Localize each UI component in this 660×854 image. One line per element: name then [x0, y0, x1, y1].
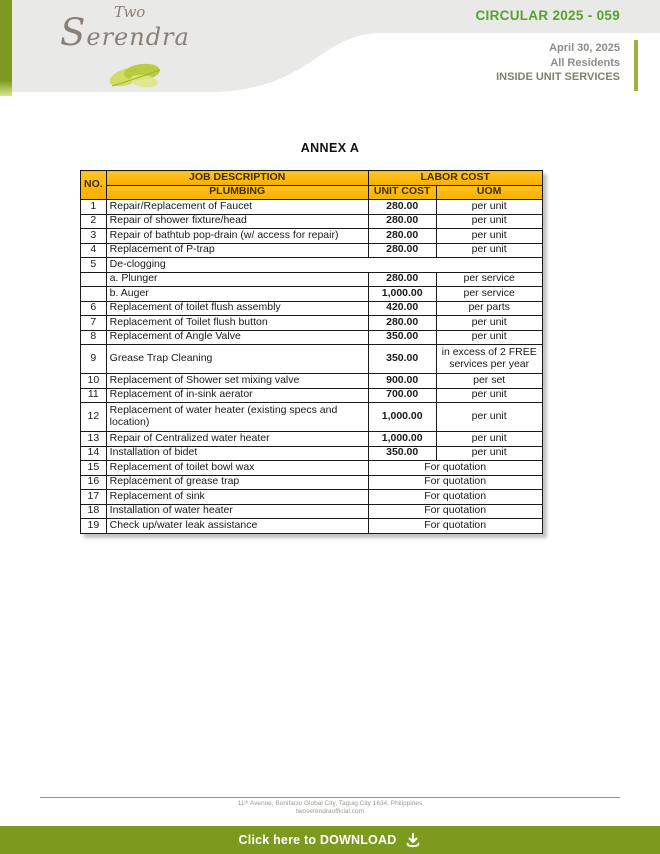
- two-serendra-logo: [60, 3, 220, 54]
- circular-subject: INSIDE UNIT SERVICES: [496, 71, 620, 83]
- unit-cost-cell: 350.00: [368, 345, 436, 374]
- table-row: [81, 519, 543, 534]
- job-description-cell: Check up/water leak assistance: [106, 519, 368, 534]
- row-number-cell: 11: [81, 388, 107, 403]
- row-number-cell: 16: [81, 475, 107, 490]
- uom-cell: per unit: [436, 432, 542, 447]
- table-row: [81, 200, 543, 215]
- job-description-cell: Replacement of toilet bowl wax: [106, 461, 368, 476]
- download-button[interactable]: [0, 826, 660, 854]
- uom-cell: in excess of 2 FREE services per year: [436, 345, 542, 374]
- uom-cell: per unit: [436, 316, 542, 331]
- service-table-body: [81, 200, 543, 534]
- row-number-cell: 17: [81, 490, 107, 505]
- table-row: [81, 287, 543, 302]
- job-description-cell: Replacement of in-sink aerator: [106, 388, 368, 403]
- table-row: [81, 345, 543, 374]
- row-number-cell: 8: [81, 330, 107, 345]
- row-number-cell: 14: [81, 446, 107, 461]
- unit-cost-cell: 420.00: [368, 301, 436, 316]
- section-header-plumbing: PLUMBING: [106, 185, 368, 200]
- job-description-cell: Installation of bidet: [106, 446, 368, 461]
- uom-cell: per unit: [436, 214, 542, 229]
- col-header-no: NO.: [81, 171, 107, 200]
- unit-cost-cell: 280.00: [368, 316, 436, 331]
- row-number-cell: 13: [81, 432, 107, 447]
- table-row: [81, 229, 543, 244]
- job-description-cell: Replacement of Shower set mixing valve: [106, 374, 368, 389]
- row-number-cell: 9: [81, 345, 107, 374]
- unit-cost-cell: 280.00: [368, 243, 436, 258]
- unit-cost-cell: 280.00: [368, 200, 436, 215]
- job-description-cell: Replacement of Toilet flush button: [106, 316, 368, 331]
- logo-word-two: Two: [114, 3, 146, 21]
- row-number-cell: [81, 272, 107, 287]
- quotation-cell: For quotation: [368, 475, 542, 490]
- annex-table-header: [81, 171, 543, 200]
- row-number-cell: [81, 287, 107, 302]
- row-number-cell: 7: [81, 316, 107, 331]
- row-number-cell: 4: [81, 243, 107, 258]
- job-description-cell: Replacement of P-trap: [106, 243, 368, 258]
- uom-cell: per unit: [436, 200, 542, 215]
- row-number-cell: 6: [81, 301, 107, 316]
- row-number-cell: 12: [81, 403, 107, 432]
- table-row: [81, 475, 543, 490]
- table-row: [81, 461, 543, 476]
- row-number-cell: 15: [81, 461, 107, 476]
- uom-cell: per set: [436, 374, 542, 389]
- unit-cost-cell: 280.00: [368, 229, 436, 244]
- job-description-cell: Grease Trap Cleaning: [106, 345, 368, 374]
- uom-cell: per unit: [436, 403, 542, 432]
- annex-table: [80, 170, 543, 534]
- row-number-cell: 5: [81, 258, 107, 273]
- table-row: [81, 490, 543, 505]
- job-description-cell: Repair/Replacement of Faucet: [106, 200, 368, 215]
- job-description-cell: Repair of Centralized water heater: [106, 432, 368, 447]
- job-description-cell: De-clogging: [106, 258, 542, 273]
- job-description-cell: Replacement of grease trap: [106, 475, 368, 490]
- table-row: [81, 388, 543, 403]
- table-row: [81, 446, 543, 461]
- uom-cell: per unit: [436, 243, 542, 258]
- quotation-cell: For quotation: [368, 504, 542, 519]
- unit-cost-cell: 1,000.00: [368, 403, 436, 432]
- circular-number: CIRCULAR 2025 - 059: [475, 8, 620, 23]
- table-row: [81, 504, 543, 519]
- table-row: [81, 330, 543, 345]
- uom-cell: per parts: [436, 301, 542, 316]
- col-header-unit-cost: UNIT COST: [368, 185, 436, 200]
- col-header-uom: UOM: [436, 185, 542, 200]
- unit-cost-cell: 280.00: [368, 214, 436, 229]
- meta-accent-bar: [634, 40, 638, 91]
- job-description-cell: Replacement of sink: [106, 490, 368, 505]
- circular-audience: All Residents: [550, 56, 620, 69]
- row-number-cell: 10: [81, 374, 107, 389]
- job-description-cell: Repair of shower fixture/head: [106, 214, 368, 229]
- download-icon: [405, 832, 421, 848]
- job-description-cell: Replacement of water heater (existing specs and location): [106, 403, 368, 432]
- uom-cell: per unit: [436, 446, 542, 461]
- row-number-cell: 2: [81, 214, 107, 229]
- left-accent-bar: [0, 0, 12, 96]
- table-row: [81, 316, 543, 331]
- address-line: 11ᵗʰ Avenue, Bonifacio Global City, Taguig City 1634, Philippines: [237, 800, 423, 807]
- col-header-job-description: JOB DESCRIPTION: [106, 171, 368, 186]
- table-header-row-1: [81, 171, 543, 186]
- col-header-labor-cost: LABOR COST: [368, 171, 542, 186]
- website-line: twoserendraofficial.com: [295, 807, 365, 815]
- table-header-row-2: [81, 185, 543, 200]
- quotation-cell: For quotation: [368, 519, 542, 534]
- quotation-cell: For quotation: [368, 461, 542, 476]
- table-row: [81, 374, 543, 389]
- unit-cost-cell: 1,000.00: [368, 432, 436, 447]
- unit-cost-cell: 1,000.00: [368, 287, 436, 302]
- job-description-cell: b. Auger: [106, 287, 368, 302]
- table-row: [81, 258, 543, 273]
- footer-divider: [40, 797, 620, 798]
- unit-cost-cell: 900.00: [368, 374, 436, 389]
- logo-word-serendra: Serendra: [60, 11, 190, 54]
- row-number-cell: 3: [81, 229, 107, 244]
- unit-cost-cell: 350.00: [368, 446, 436, 461]
- quotation-cell: For quotation: [368, 490, 542, 505]
- uom-cell: per unit: [436, 330, 542, 345]
- job-description-cell: Replacement of toilet flush assembly: [106, 301, 368, 316]
- row-number-cell: 18: [81, 504, 107, 519]
- unit-cost-cell: 700.00: [368, 388, 436, 403]
- annex-title: ANNEX A: [300, 141, 360, 155]
- table-row: [81, 214, 543, 229]
- footer-address: [0, 800, 660, 815]
- leaf-icon: [102, 56, 172, 92]
- row-number-cell: 1: [81, 200, 107, 215]
- table-row: [81, 272, 543, 287]
- table-row: [81, 403, 543, 432]
- uom-cell: per unit: [436, 229, 542, 244]
- download-button-label: Click here to DOWNLOAD: [238, 833, 397, 847]
- job-description-cell: Replacement of Angle Valve: [106, 330, 368, 345]
- uom-cell: per unit: [436, 388, 542, 403]
- table-row: [81, 243, 543, 258]
- circular-date: April 30, 2025: [549, 42, 620, 54]
- unit-cost-cell: 350.00: [368, 330, 436, 345]
- job-description-cell: Repair of bathtub pop-drain (w/ access for repair): [106, 229, 368, 244]
- uom-cell: per service: [436, 272, 542, 287]
- job-description-cell: a. Plunger: [106, 272, 368, 287]
- uom-cell: per service: [436, 287, 542, 302]
- unit-cost-cell: 280.00: [368, 272, 436, 287]
- table-row: [81, 432, 543, 447]
- header-meta-block: [496, 41, 620, 85]
- table-row: [81, 301, 543, 316]
- row-number-cell: 19: [81, 519, 107, 534]
- job-description-cell: Installation of water heater: [106, 504, 368, 519]
